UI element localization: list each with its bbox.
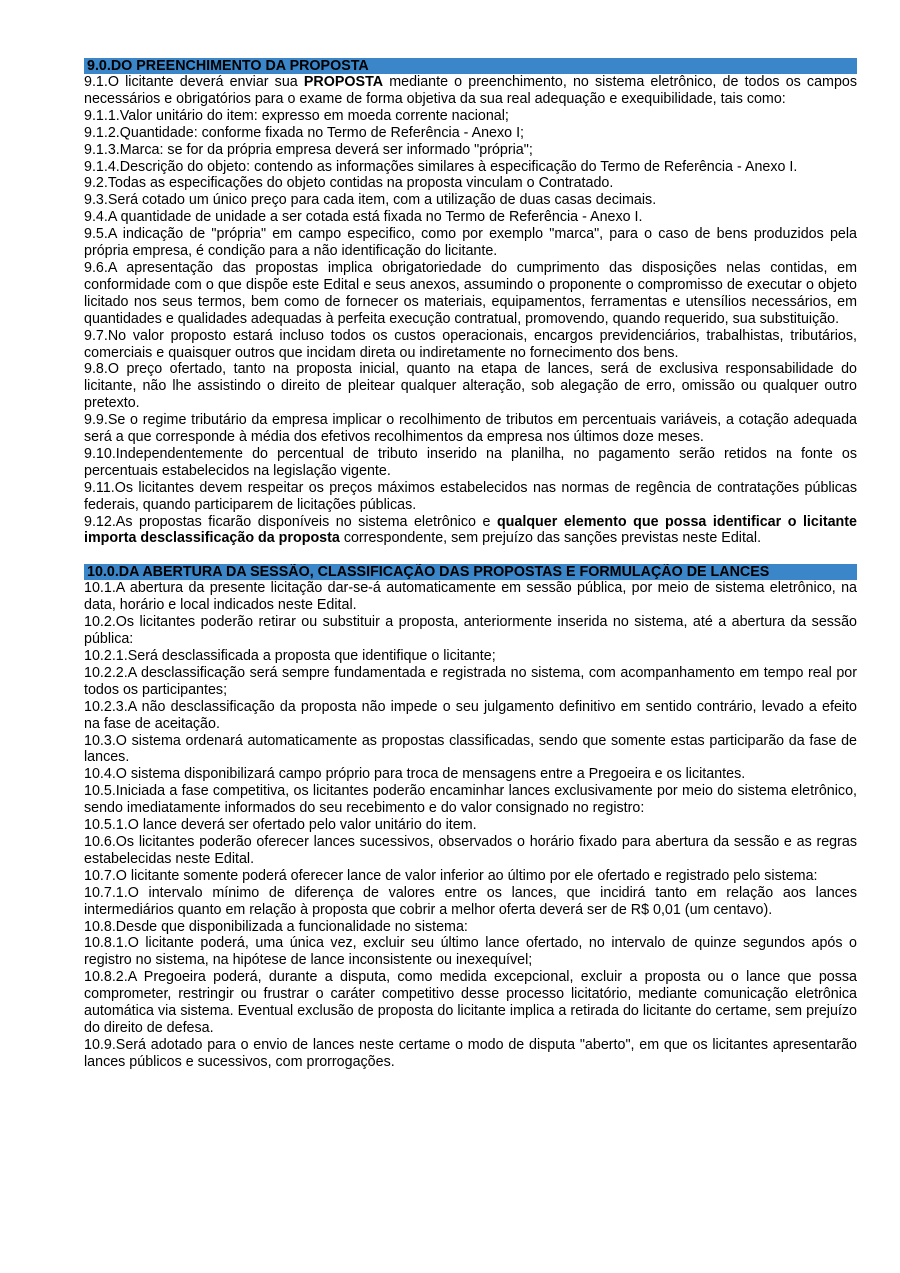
paragraph: 10.9.Será adotado para o envio de lances neste certame o modo de disputa "aberto", em que os licitantes apresentarão lances públicos e sucessivos, com prorrogações. [84,1036,857,1070]
paragraph-9-12 [84,514,857,548]
paragraph: 10.8.Desde que disponibilizada a funcionalidade no sistema: [84,918,468,935]
paragraph: 9.8.O preço ofertado, tanto na proposta inicial, quanto na etapa de lances, será de exclusiva responsabilidade do licitante, não lhe assistindo o direito de pleitear qualquer alteração, sob alegação de erro, omissão ou qualquer outro pretexto. [84,361,857,412]
paragraph: 9.3.Será cotado um único preço para cada item, com a utilização de duas casas decimais. [84,192,657,209]
paragraph: 9.1.4.Descrição do objeto: contendo as informações similares à especificação do Termo de Referência - Anexo I. [84,158,798,175]
document-page [84,58,857,1071]
paragraph: 10.2.1.Será desclassificada a proposta que identifique o licitante; [84,648,496,664]
paragraph-text: correspondente, sem prejuízo das sanções previstas neste Edital. [339,530,762,547]
paragraph: 9.2.Todas as especificações do objeto contidas na proposta vinculam o Contratado. [84,175,614,192]
section-10-heading: 10.0.DA ABERTURA DA SESSÃO, CLASSIFICAÇÃO DAS PROPOSTAS E FORMULAÇÃO DE LANCES [84,564,857,580]
paragraph-bold-text: qualquer elemento que possa identificar o licitante importa desclassificação da proposta [84,513,857,547]
paragraph: 10.2.2.A desclassificação será sempre fundamentada e registrada no sistema, com acompanhamento em tempo real por todos os participantes; [84,664,857,698]
section-10-items [84,580,857,1070]
paragraph: 10.4.O sistema disponibilizará campo próprio para troca de mensagens entre a Pregoeira e os licitantes. [84,766,746,783]
paragraph-text: 9.12.As propostas ficarão disponíveis no sistema eletrônico e [84,513,497,530]
paragraph: 9.11.Os licitantes devem respeitar os preços máximos estabelecidos nas normas de regência de contratações públicas federais, quando participarem de licitações públicas. [84,479,857,513]
paragraph-bold-text: PROPOSTA [303,74,384,90]
paragraph: 9.1.2.Quantidade: conforme fixada no Termo de Referência - Anexo I; [84,124,525,141]
paragraph: 9.6.A apresentação das propostas implica obrigatoriedade do cumprimento das disposições nelas contidas, em conformidade com o que dispõe este Edital e seus anexos, assumindo o proponente o compromisso de executar o objeto licitado nos seus termos, bem como de fornecer os materiais, equipamentos, ferramentas e utensílios necessários, em quantidades e qualidades adequadas à perfeita execução contratual, promovendo, quando requerido, sua substituição. [84,259,857,327]
paragraph: 9.5.A indicação de "própria" em campo especifico, como por exemplo "marca", para o caso de bens produzidos pela própria empresa, é condição para a não identificação do licitante. [84,226,857,260]
paragraph: 10.5.1.O lance deverá ser ofertado pelo valor unitário do item. [84,817,477,834]
paragraph: 10.5.Iniciada a fase competitiva, os licitantes poderão encaminhar lances exclusivamente por meio do sistema eletrônico, sendo imediatamente informados do seu recebimento e do valor consignado no registro: [84,783,857,817]
paragraph: 10.1.A abertura da presente licitação dar-se-á automaticamente em sessão pública, por meio de sistema eletrônico, na data, horário e local indicados neste Edital. [84,580,857,614]
paragraph: 10.2.Os licitantes poderão retirar ou substituir a proposta, anteriormente inserida no sistema, até a abertura da sessão pública: [84,614,857,648]
paragraph-9-1 [84,74,857,108]
paragraph: 9.10.Independentemente do percentual de tributo inserido na planilha, no pagamento serão retidos na fonte os percentuais estabelecidos na legislação vigente. [84,445,857,479]
section-9-heading: 9.0.DO PREENCHIMENTO DA PROPOSTA [84,58,857,74]
section-spacer [84,547,857,564]
paragraph: 10.6.Os licitantes poderão oferecer lances sucessivos, observados o horário fixado para abertura da sessão e as regras estabelecidas neste Edital. [84,833,857,867]
paragraph: 9.4.A quantidade de unidade a ser cotada está fixada no Termo de Referência - Anexo I. [84,209,643,226]
paragraph-text: mediante o preenchimento, no sistema eletrônico, de todos os campos necessários e obrigatórios para o exame de forma objetiva da sua real adequação e exequibilidade, tais como: [84,74,857,107]
paragraph: 9.1.3.Marca: se for da própria empresa deverá ser informado "própria"; [84,141,533,158]
paragraph: 9.9.Se o regime tributário da empresa implicar o recolhimento de tributos em percentuais variáveis, a cotação adequada será a que corresponde à média dos efetivos recolhimentos da empresa nos últimos doze meses. [84,412,857,446]
paragraph: 10.2.3.A não desclassificação da proposta não impede o seu julgamento definitivo em sentido contrário, levado a efeito na fase de aceitação. [84,698,857,732]
paragraph: 9.7.No valor proposto estará incluso todos os custos operacionais, encargos previdenciários, trabalhistas, tributários, comerciais e quaisquer outros que incidam direta ou indiretamente no fornecimento dos bens. [84,327,857,361]
paragraph: 10.8.1.O licitante poderá, uma única vez, excluir seu último lance ofertado, no intervalo de quinze segundos após o registro no sistema, na hipótese de lance inconsistente ou inexequível; [84,935,857,969]
paragraph: 10.8.2.A Pregoeira poderá, durante a disputa, como medida excepcional, excluir a proposta ou o lance que possa comprometer, restringir ou frustrar o caráter competitivo desse processo licitatório, mediante comunicação eletrônica automática via sistema. Eventual exclusão de proposta do licitante implica a retirada do licitante do certame, sem prejuízo do direito de defesa. [84,969,857,1036]
paragraph-text: 9.1.O licitante deverá enviar sua [84,74,304,90]
section-9-items [84,108,857,514]
paragraph: 10.7.O licitante somente poderá oferecer lance de valor inferior ao último por ele ofertado e registrado pelo sistema: [84,867,818,884]
paragraph: 9.1.1.Valor unitário do item: expresso em moeda corrente nacional; [84,107,509,124]
paragraph: 10.7.1.O intervalo mínimo de diferença de valores entre os lances, que incidirá tanto em relação aos lances intermediários quanto em relação à proposta que cobrir a melhor oferta deverá ser de R$ 0,01 (um centavo). [84,884,857,918]
paragraph: 10.3.O sistema ordenará automaticamente as propostas classificadas, sendo que somente estas participarão da fase de lances. [84,732,857,766]
